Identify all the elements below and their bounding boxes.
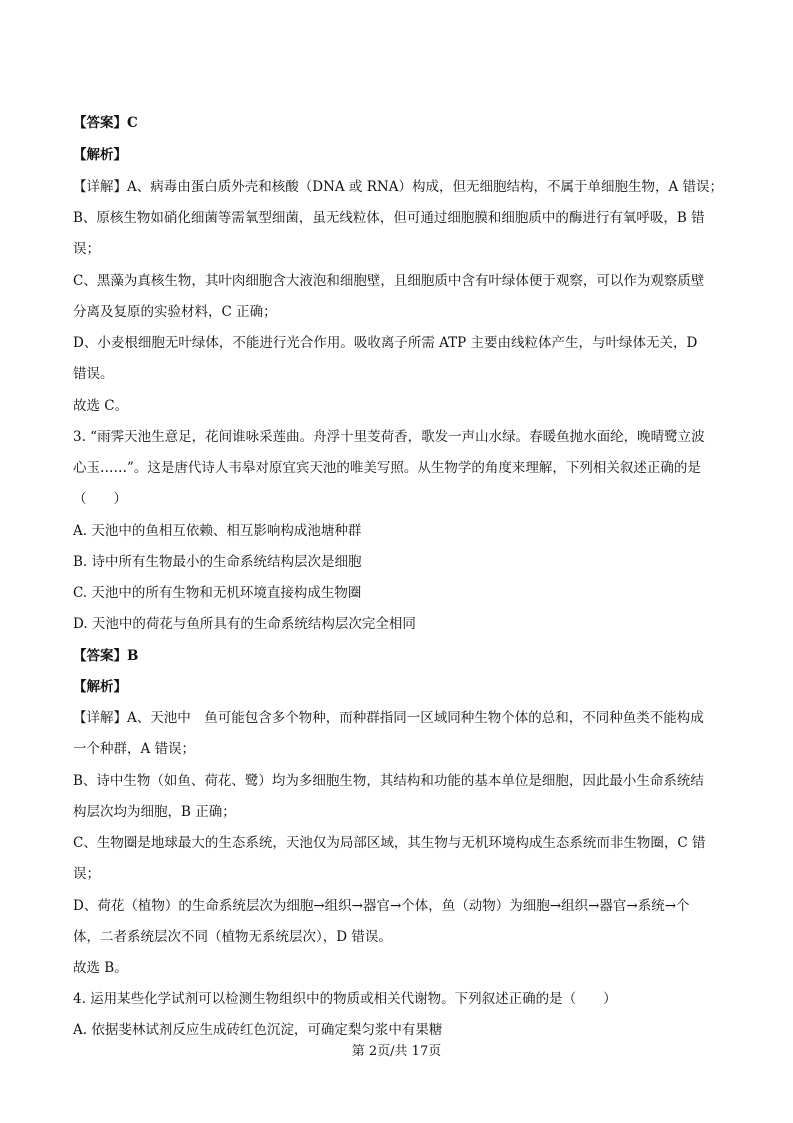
- text-line: 【详解】A、病毒由蛋白质外壳和核酸（DNA 或 RNA）构成，但无细胞结构，不属于单细胞生物，A 错误；: [73, 179, 723, 195]
- text-line: 误；: [73, 866, 100, 882]
- page-number: 第 2页/共 17页: [351, 1044, 442, 1059]
- text-line: 误；: [73, 241, 100, 257]
- answer-label: 【答案】C: [73, 115, 138, 131]
- text-line: C、生物圈是地球最大的生态系统，天池仅为局部区域，其生物与无机环境构成生态系统而非生物圈，C 错: [73, 835, 706, 851]
- question-line: （ ）: [73, 491, 127, 507]
- option-line: B. 诗中所有生物最小的生命系统结构层次是细胞: [73, 554, 362, 570]
- text-line: D、荷花（植物）的生命系统层次为细胞→组织→器官→个体，鱼（动物）为细胞→组织→器官→系统→个: [73, 898, 690, 914]
- option-line: D. 天池中的荷花与鱼所具有的生命系统结构层次完全相同: [73, 616, 416, 632]
- text-line: 体，二者系统层次不同（植物无系统层次），D 错误。: [73, 929, 392, 945]
- analysis-label: 【解析】: [73, 147, 127, 163]
- text-line: 【详解】A、天池中 鱼可能包含多个物种，而种群指同一区域同种生物个体的总和，不同种鱼类不能构成: [73, 710, 704, 726]
- text-line: 分离及复原的实验材料，C 正确；: [73, 304, 277, 320]
- text-line: 构层次均为细胞，B 正确；: [73, 804, 236, 820]
- text-line: 错误。: [73, 366, 114, 382]
- text-line: 一个种群，A 错误；: [73, 741, 196, 757]
- analysis-label: 【解析】: [73, 679, 127, 695]
- answer-label: 【答案】B: [73, 648, 139, 664]
- text-line: 故选 B。: [73, 960, 128, 976]
- text-line: B、原核生物如硝化细菌等需氧型细菌，虽无线粒体，但可通过细胞膜和细胞质中的酶进行有氧呼吸，B 错: [73, 210, 705, 226]
- question-line: 3. “雨霁天池生意足，花间谁咏采莲曲。舟浮十里芰荷香，歌发一声山水绿。春暖鱼抛水面纶，晚晴鹭立波: [73, 429, 705, 445]
- question-line: 4. 运用某些化学试剂可以检测生物组织中的物质或相关代谢物。下列叙述正确的是（ ）: [73, 991, 617, 1007]
- option-line: A. 天池中的鱼相互依赖、相互影响构成池塘种群: [73, 523, 362, 539]
- question-line: 心玉……”。这是唐代诗人韦皋对原宜宾天池的唯美写照。从生物学的角度来理解，下列相关叙述正确的是: [73, 460, 701, 476]
- option-line: A. 依据斐林试剂反应生成砖红色沉淀，可确定梨匀浆中有果糖: [73, 1022, 443, 1038]
- text-line: D、小麦根细胞无叶绿体，不能进行光合作用。吸收离子所需 ATP 主要由线粒体产生，与叶绿体无关，D: [73, 335, 698, 351]
- option-line: C. 天池中的所有生物和无机环境直接构成生物圈: [73, 585, 362, 601]
- text-line: C、黑藻为真核生物，其叶肉细胞含大液泡和细胞壁，且细胞质中含有叶绿体便于观察，可以作为观察质壁: [73, 273, 705, 289]
- text-line: 故选 C。: [73, 398, 129, 414]
- text-line: B、诗中生物（如鱼、荷花、鹭）均为多细胞生物，其结构和功能的基本单位是细胞，因此最小生命系统结: [73, 773, 704, 789]
